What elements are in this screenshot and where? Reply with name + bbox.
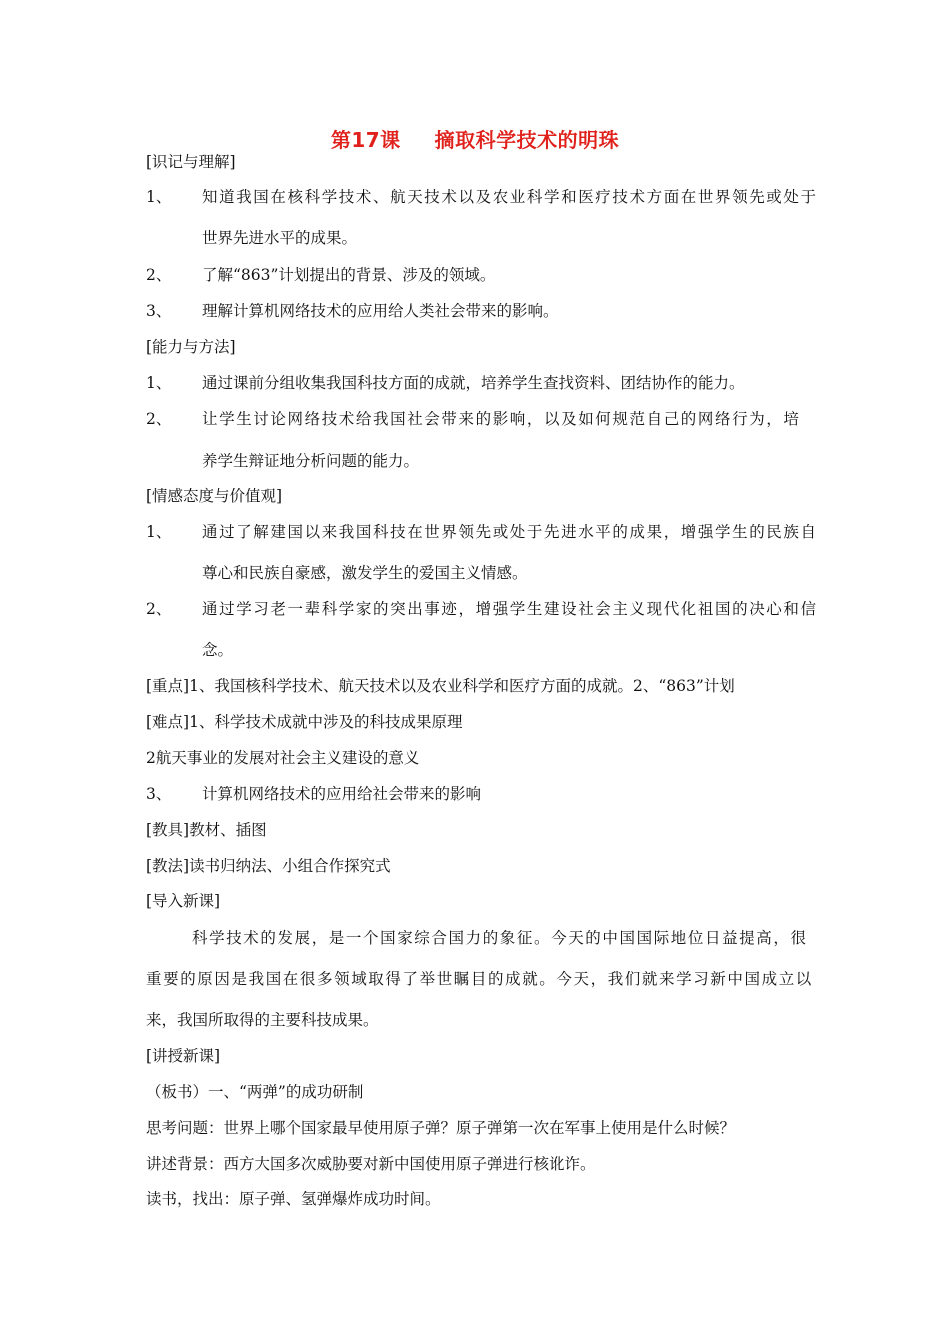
reading-line: 读书，找出：原子弹、氢弹爆炸成功时间。 [146,1190,441,1208]
list-number: 2、 [146,410,172,428]
section-heading-intro: [导入新课] [146,892,221,910]
list-item: 理解计算机网络技术的应用给人类社会带来的影响。 [202,302,559,320]
paragraph-line: 重要的原因是我国在很多领域取得了举世瞩目的成就。今天，我们就来学习新中国成立以 [146,970,813,988]
list-number: 1、 [146,188,172,206]
difficulty-line: 2航天事业的发展对社会主义建设的意义 [146,749,420,767]
difficulty-line: 计算机网络技术的应用给社会带来的影响 [202,785,482,803]
list-item: 了解“863”计划提出的背景、涉及的领域。 [202,266,496,284]
list-item: 通过学习老一辈科学家的突出事迹，增强学生建设社会主义现代化祖国的决心和信 [202,600,818,618]
section-heading-emotion: [情感态度与价值观] [146,487,283,505]
difficulty-line: [难点]1、科学技术成就中涉及的科技成果原理 [146,713,463,731]
background-line: 讲述背景：西方大国多次威胁要对新中国使用原子弹进行核讹诈。 [146,1155,596,1173]
section-heading-teach: [讲授新课] [146,1047,221,1065]
page-title [0,124,950,153]
list-number: 3、 [146,785,172,803]
list-item: 通过了解建国以来我国科技在世界领先或处于先进水平的成果，增强学生的民族自 [202,523,818,541]
teaching-tools: [教具]教材、插图 [146,821,267,839]
list-item-continued: 世界先进水平的成果。 [202,229,358,247]
list-number: 2、 [146,266,172,284]
list-number: 1、 [146,523,172,541]
paragraph-line: 科学技术的发展，是一个国家综合国力的象征。今天的中国国际地位日益提高，很 [192,929,808,947]
list-item-continued: 念。 [202,641,234,659]
list-item-continued: 尊心和民族自豪感，激发学生的爱国主义情感。 [202,564,528,582]
section-heading-knowledge: [识记与理解] [146,153,236,171]
list-item: 通过课前分组收集我国科技方面的成就，培养学生查找资料、团结协作的能力。 [202,374,745,392]
paragraph-line: 来，我国所取得的主要科技成果。 [146,1011,379,1029]
list-number: 3、 [146,302,172,320]
list-number: 1、 [146,374,172,392]
section-heading-ability: [能力与方法] [146,338,236,356]
list-number: 2、 [146,600,172,618]
question-line: 思考问题：世界上哪个国家最早使用原子弹？原子弹第一次在军事上使用是什么时候？ [146,1119,736,1137]
list-item: 让学生讨论网络技术给我国社会带来的影响，以及如何规范自己的网络行为，培 [202,410,801,428]
board-heading: （板书）一、“两弹”的成功研制 [146,1083,364,1101]
lesson-number: 第17课 [330,128,401,152]
key-point: [重点]1、我国核科学技术、航天技术以及农业科学和医疗方面的成就。2、“863”计划 [146,677,735,695]
list-item: 知道我国在核科学技术、航天技术以及农业科学和医疗技术方面在世界领先或处于 [202,188,818,206]
list-item-continued: 养学生辩证地分析问题的能力。 [202,452,420,470]
teaching-methods: [教法]读书归纳法、小组合作探究式 [146,857,391,875]
lesson-name: 摘取科学技术的明珠 [434,128,620,152]
